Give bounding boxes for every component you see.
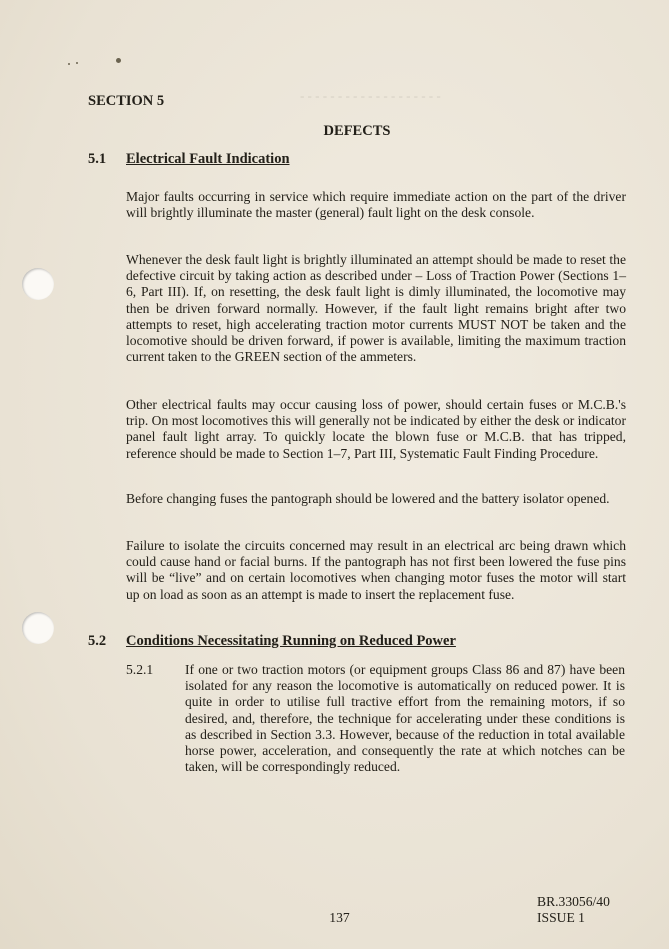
bleed-through-text: - - - - - - - - - - - - - - - - - - - [300,88,441,103]
document-reference [537,894,610,926]
heading-text: Electrical Fault Indication [126,151,290,167]
heading-number: 5.1 [88,151,107,167]
paper-speck [68,63,70,65]
page-number: 137 [329,910,350,925]
subsection-paragraph: If one or two traction motors (or equipment groups Class 86 and 87) have been isolated for any reason the locomotive is automatically on reduced power. It is quite in order to utilise full tractive effort from the remaining motors, if so desired, and, therefore, the technique for accelerating under these conditions is as described in Section 3.3. However, because of the reduction in total available horse power, acceleration, and consequently the rate at which notches can be taken, will be correspondingly reduced. [185,662,625,775]
paragraph: Other electrical faults may occur causing loss of power, should certain fuses or M.C.B.'s trip. On most locomotives this will generally not be indicated by either the desk or indicator panel fault light array. To quickly locate the blown fuse or M.C.B. that has tripped, reference should be made to Section 1–7, Part III, Systematic Fault Finding Procedure. [126,397,626,461]
subsection-number: 5.2.1 [126,662,154,677]
heading-number: 5.2 [88,633,107,649]
punch-hole-bottom [22,612,54,644]
issue-number: ISSUE 1 [537,910,585,925]
paragraph: Major faults occurring in service which require immediate action on the part of the driver will brightly illuminate the master (general) fault light on the desk console. [126,189,626,221]
paper-speck [76,62,78,64]
paragraph: Before changing fuses the pantograph should be lowered and the battery isolator opened. [126,491,610,506]
section-label: SECTION 5 [88,93,165,109]
paragraph: Failure to isolate the circuits concerned may result in an electrical arc being drawn which could cause hand or facial burns. If the pantograph has not first been lowered the fuse pins will be “live” and on certain locomotives when changing motor fuses the motor will start up on load as soon as an attempt is made to insert the replacement fuse. [126,538,626,602]
punch-hole-top [22,268,54,300]
page-title: DEFECTS [323,123,391,139]
heading-text: Conditions Necessitating Running on Reduced Power [126,633,456,649]
paragraph: Whenever the desk fault light is brightly illuminated an attempt should be made to reset the defective circuit by taking action as described under – Loss of Traction Power (Sections 1–6, Part III). If, on resetting, the desk fault light is dimly illuminated, the locomotive may then be driven forward normally. However, if the fault light remains bright after two attempts to reset, high accelerating traction motor currents MUST NOT be taken and the locomotive should be driven forward, if power is available, limiting the maximum traction current taken to the GREEN section of the ammeters. [126,252,626,365]
paper-speck [116,58,121,63]
document-code: BR.33056/40 [537,894,610,909]
